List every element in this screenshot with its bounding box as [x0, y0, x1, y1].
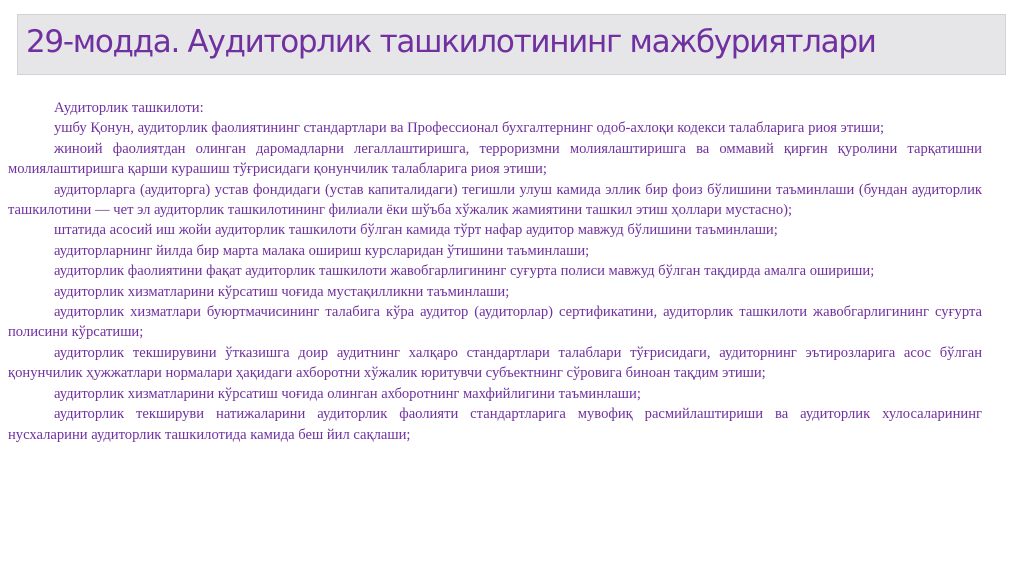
obligation-item: аудиторлик хизматларини кўрсатиш чоғида мустақилликни таъминлаши; — [54, 283, 510, 300]
obligation-item: аудиторларнинг йилда бир марта малака ошириш курсларидан ўтишини таъминлаши; — [54, 242, 590, 259]
obligation-item: аудиторлик хизматларини кўрсатиш чоғида олинган ахборотнинг махфийлигини таъминлаши; — [54, 385, 641, 402]
page-title: 29-модда. Аудиторлик ташкилотининг мажбуриятлари — [26, 24, 876, 60]
obligation-item: жиноий фаолиятдан олинган даромадларни легаллаштиришга, терроризмни молиялаштиришга ва оммавий қирғин қуролини тарқатишни молиялаштиришга қарши курашиш тўғрисидаги қонунчилик талабларига риоя этиши; — [8, 140, 982, 178]
obligation-item: штатида асосий иш жойи аудиторлик ташкилоти бўлган камида тўрт нафар аудитор мавжуд бўлишини таъминлаши; — [54, 222, 778, 239]
obligation-item: аудиторлик текшируви натижаларини аудиторлик фаолияти стандартларига мувофиқ расмийлаштириши ва аудиторлик хулосаларининг нусхаларини аудиторлик ташкилотида камида беш йил сақлаши; — [8, 406, 982, 443]
obligation-item: аудиторлик хизматлари буюртмачисининг талабига кўра аудитор (аудиторлар) сертификатини, аудиторлик ташкилоти жавобгарлигининг суғурта полисини кўрсатиши; — [8, 304, 982, 341]
article-body — [8, 98, 982, 445]
obligation-item: аудиторлик текширувини ўтказишга доир аудитнинг халқаро стандартлари талаблари тўғрисидаги, аудиторнинг эътирозларига асос бўлган қонунчилик ҳужжатлари нормалари ҳақидаги ахборотни хўжалик юритувчи субъектнинг сўровига биноан тақдим этиши; — [8, 344, 982, 382]
intro-line: Аудиторлик ташкилоти: — [54, 100, 204, 116]
title-bar — [17, 14, 1006, 75]
obligation-item: ушбу Қонун, аудиторлик фаолиятининг стандартлари ва Профессионал бухгалтернинг одоб-ахлоқи кодекси талабларига риоя этиши; — [54, 120, 885, 137]
obligation-item: аудиторларга (аудиторга) устав фондидаги (устав капиталидаги) тегишли улуш камида эллик бир фоиз бўлишини таъминлаши (бундан аудиторлик ташкилотини — чет эл аудиторлик ташкилотининг филиали ёки шўъба хўжалик жамиятини ташкил этиш ҳоллари мустасно); — [8, 181, 982, 219]
obligation-item: аудиторлик фаолиятини фақат аудиторлик ташкилоти жавобгарлигининг суғурта полиси мавжуд бўлган тақдирда амалга ошириши; — [54, 263, 875, 280]
